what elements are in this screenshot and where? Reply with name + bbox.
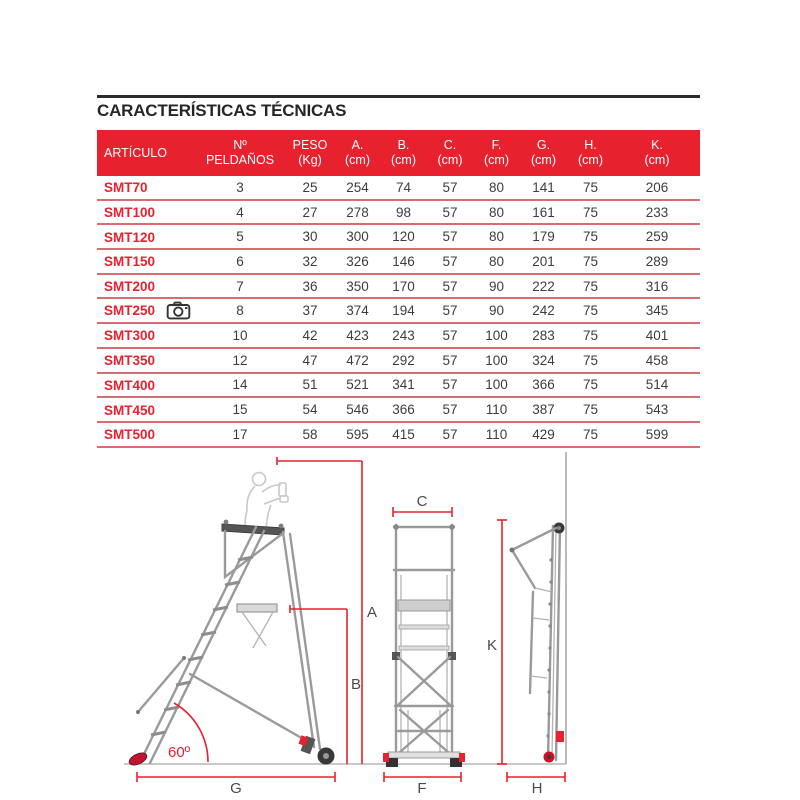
camera-icon[interactable] bbox=[166, 301, 191, 320]
value-cell: 254 bbox=[335, 176, 380, 200]
table-row bbox=[97, 176, 700, 200]
value-cell: 12 bbox=[195, 348, 285, 373]
value-cell: 514 bbox=[614, 373, 700, 398]
value-cell: 201 bbox=[520, 249, 567, 274]
value-cell: 110 bbox=[473, 397, 520, 422]
column-header-line2: (cm) bbox=[437, 153, 463, 167]
value-cell: 90 bbox=[473, 274, 520, 299]
value-cell: 75 bbox=[567, 176, 614, 200]
articulo-label: SMT400 bbox=[104, 377, 156, 393]
value-cell: 324 bbox=[520, 348, 567, 373]
value-cell: 98 bbox=[380, 200, 427, 225]
articulo-cell bbox=[97, 249, 195, 274]
specs-table-body bbox=[97, 176, 700, 447]
value-cell: 57 bbox=[427, 224, 473, 249]
value-cell: 57 bbox=[427, 176, 473, 200]
value-cell: 316 bbox=[614, 274, 700, 299]
dim-label-c: C bbox=[416, 493, 428, 510]
table-row bbox=[97, 224, 700, 249]
column-header bbox=[97, 130, 195, 176]
person-figure bbox=[245, 473, 288, 531]
value-cell: 27 bbox=[285, 200, 335, 225]
value-cell: 75 bbox=[567, 373, 614, 398]
value-cell: 146 bbox=[380, 249, 427, 274]
value-cell: 17 bbox=[195, 422, 285, 447]
value-cell: 42 bbox=[285, 323, 335, 348]
value-cell: 10 bbox=[195, 323, 285, 348]
articulo-label: SMT70 bbox=[104, 180, 148, 196]
value-cell: 75 bbox=[567, 249, 614, 274]
value-cell: 57 bbox=[427, 422, 473, 447]
value-cell: 161 bbox=[520, 200, 567, 225]
value-cell: 8 bbox=[195, 298, 285, 323]
column-header bbox=[520, 130, 567, 176]
value-cell: 80 bbox=[473, 249, 520, 274]
dim-label-h: H bbox=[531, 780, 543, 797]
column-header-line2: (cm) bbox=[345, 153, 370, 167]
column-header-line1: ARTÍCULO bbox=[104, 145, 167, 160]
table-row bbox=[97, 397, 700, 422]
value-cell: 54 bbox=[285, 397, 335, 422]
value-cell: 472 bbox=[335, 348, 380, 373]
articulo-cell bbox=[97, 298, 195, 323]
value-cell: 30 bbox=[285, 224, 335, 249]
value-cell: 15 bbox=[195, 397, 285, 422]
articulo-label: SMT500 bbox=[104, 427, 156, 443]
value-cell: 179 bbox=[520, 224, 567, 249]
specs-table bbox=[97, 130, 700, 448]
value-cell: 170 bbox=[380, 274, 427, 299]
column-header bbox=[427, 130, 473, 176]
column-header-line2: (cm) bbox=[484, 153, 509, 167]
value-cell: 259 bbox=[614, 224, 700, 249]
value-cell: 57 bbox=[427, 397, 473, 422]
value-cell: 350 bbox=[335, 274, 380, 299]
value-cell: 366 bbox=[380, 397, 427, 422]
value-cell: 80 bbox=[473, 200, 520, 225]
articulo-cell bbox=[97, 373, 195, 398]
column-header bbox=[473, 130, 520, 176]
value-cell: 546 bbox=[335, 397, 380, 422]
column-header-line2: PELDAÑOS bbox=[205, 153, 275, 167]
column-header-line2: (cm) bbox=[531, 153, 556, 167]
header-row bbox=[97, 130, 700, 176]
value-cell: 194 bbox=[380, 298, 427, 323]
column-header-line1: C. bbox=[443, 138, 457, 152]
column-header-line1: Nº bbox=[233, 138, 247, 152]
value-cell: 57 bbox=[427, 249, 473, 274]
page-title: CARACTERÍSTICAS TÉCNICAS bbox=[97, 101, 347, 120]
column-header-line1: G. bbox=[536, 138, 551, 152]
articulo-label: SMT150 bbox=[104, 254, 156, 270]
table-row bbox=[97, 249, 700, 274]
column-header bbox=[335, 130, 380, 176]
table-row bbox=[97, 348, 700, 373]
column-header-line2: (cm) bbox=[578, 153, 603, 167]
column-header-line1: B. bbox=[397, 138, 410, 152]
articulo-cell bbox=[97, 200, 195, 225]
articulo-label: SMT350 bbox=[104, 353, 156, 369]
value-cell: 37 bbox=[285, 298, 335, 323]
value-cell: 543 bbox=[614, 397, 700, 422]
table-row bbox=[97, 298, 700, 323]
angle-label: 60º bbox=[168, 744, 191, 761]
value-cell: 289 bbox=[614, 249, 700, 274]
articulo-label: SMT100 bbox=[104, 205, 156, 220]
column-header-line1: F. bbox=[491, 138, 502, 152]
folded-view-drawing bbox=[507, 523, 565, 798]
value-cell: 401 bbox=[614, 323, 700, 348]
value-cell: 283 bbox=[520, 323, 567, 348]
value-cell: 222 bbox=[520, 274, 567, 299]
value-cell: 25 bbox=[285, 176, 335, 200]
value-cell: 51 bbox=[285, 373, 335, 398]
articulo-label: SMT300 bbox=[104, 328, 156, 344]
value-cell: 366 bbox=[520, 373, 567, 398]
table-row bbox=[97, 323, 700, 348]
column-header-line2: (cm) bbox=[391, 153, 416, 167]
table-row bbox=[97, 373, 700, 398]
value-cell: 47 bbox=[285, 348, 335, 373]
articulo-cell bbox=[97, 348, 195, 373]
value-cell: 300 bbox=[335, 224, 380, 249]
articulo-label: SMT120 bbox=[104, 229, 156, 245]
value-cell: 458 bbox=[614, 348, 700, 373]
table-row bbox=[97, 422, 700, 447]
value-cell: 4 bbox=[195, 200, 285, 225]
value-cell: 58 bbox=[285, 422, 335, 447]
articulo-label: SMT250 bbox=[104, 303, 156, 319]
side-view-drawing bbox=[127, 457, 377, 797]
value-cell: 75 bbox=[567, 422, 614, 447]
value-cell: 110 bbox=[473, 422, 520, 447]
value-cell: 429 bbox=[520, 422, 567, 447]
articulo-cell bbox=[97, 397, 195, 422]
value-cell: 7 bbox=[195, 274, 285, 299]
table-row bbox=[97, 200, 700, 225]
column-header bbox=[285, 130, 335, 176]
value-cell: 75 bbox=[567, 323, 614, 348]
articulo-label: SMT450 bbox=[104, 402, 156, 418]
value-cell: 120 bbox=[380, 224, 427, 249]
value-cell: 57 bbox=[427, 348, 473, 373]
column-header-line1: PESO bbox=[292, 138, 328, 152]
value-cell: 57 bbox=[427, 298, 473, 323]
column-header bbox=[567, 130, 614, 176]
value-cell: 233 bbox=[614, 200, 700, 225]
value-cell: 595 bbox=[335, 422, 380, 447]
value-cell: 141 bbox=[520, 176, 567, 200]
value-cell: 74 bbox=[380, 176, 427, 200]
value-cell: 75 bbox=[567, 348, 614, 373]
value-cell: 242 bbox=[520, 298, 567, 323]
title-rule bbox=[97, 95, 700, 98]
value-cell: 75 bbox=[567, 224, 614, 249]
value-cell: 80 bbox=[473, 176, 520, 200]
value-cell: 32 bbox=[285, 249, 335, 274]
value-cell: 599 bbox=[614, 422, 700, 447]
table-row bbox=[97, 274, 700, 299]
value-cell: 6 bbox=[195, 249, 285, 274]
articulo-cell bbox=[97, 224, 195, 249]
articulo-cell bbox=[97, 422, 195, 447]
value-cell: 5 bbox=[195, 224, 285, 249]
column-header-line1: A. bbox=[351, 138, 364, 152]
value-cell: 278 bbox=[335, 200, 380, 225]
articulo-cell bbox=[97, 274, 195, 299]
value-cell: 341 bbox=[380, 373, 427, 398]
value-cell: 57 bbox=[427, 274, 473, 299]
value-cell: 326 bbox=[335, 249, 380, 274]
column-header-line2: (cm) bbox=[644, 153, 670, 167]
value-cell: 75 bbox=[567, 298, 614, 323]
column-header-line1: H. bbox=[584, 138, 597, 152]
value-cell: 75 bbox=[567, 200, 614, 225]
value-cell: 36 bbox=[285, 274, 335, 299]
value-cell: 75 bbox=[567, 274, 614, 299]
column-header-line1: K. bbox=[651, 138, 663, 152]
value-cell: 3 bbox=[195, 176, 285, 200]
value-cell: 80 bbox=[473, 224, 520, 249]
value-cell: 100 bbox=[473, 373, 520, 398]
ladder-diagrams bbox=[0, 450, 800, 800]
value-cell: 521 bbox=[335, 373, 380, 398]
dim-label-b: B bbox=[351, 676, 362, 693]
value-cell: 374 bbox=[335, 298, 380, 323]
value-cell: 292 bbox=[380, 348, 427, 373]
value-cell: 100 bbox=[473, 348, 520, 373]
column-header bbox=[614, 130, 700, 176]
dim-label-g: G bbox=[230, 780, 242, 797]
value-cell: 243 bbox=[380, 323, 427, 348]
value-cell: 415 bbox=[380, 422, 427, 447]
column-header bbox=[380, 130, 427, 176]
front-view-drawing bbox=[383, 493, 507, 797]
articulo-label: SMT200 bbox=[104, 279, 156, 295]
dim-label-a: A bbox=[367, 604, 378, 621]
column-header bbox=[195, 130, 285, 176]
value-cell: 57 bbox=[427, 373, 473, 398]
value-cell: 14 bbox=[195, 373, 285, 398]
articulo-cell bbox=[97, 176, 195, 200]
value-cell: 75 bbox=[567, 397, 614, 422]
column-header-line2: (Kg) bbox=[298, 153, 322, 167]
value-cell: 57 bbox=[427, 200, 473, 225]
value-cell: 100 bbox=[473, 323, 520, 348]
value-cell: 387 bbox=[520, 397, 567, 422]
value-cell: 57 bbox=[427, 323, 473, 348]
value-cell: 206 bbox=[614, 176, 700, 200]
value-cell: 423 bbox=[335, 323, 380, 348]
articulo-cell bbox=[97, 323, 195, 348]
ladder-steps bbox=[151, 557, 253, 735]
dim-label-f: F bbox=[417, 780, 427, 797]
dim-label-k: K bbox=[486, 637, 497, 654]
value-cell: 90 bbox=[473, 298, 520, 323]
value-cell: 345 bbox=[614, 298, 700, 323]
